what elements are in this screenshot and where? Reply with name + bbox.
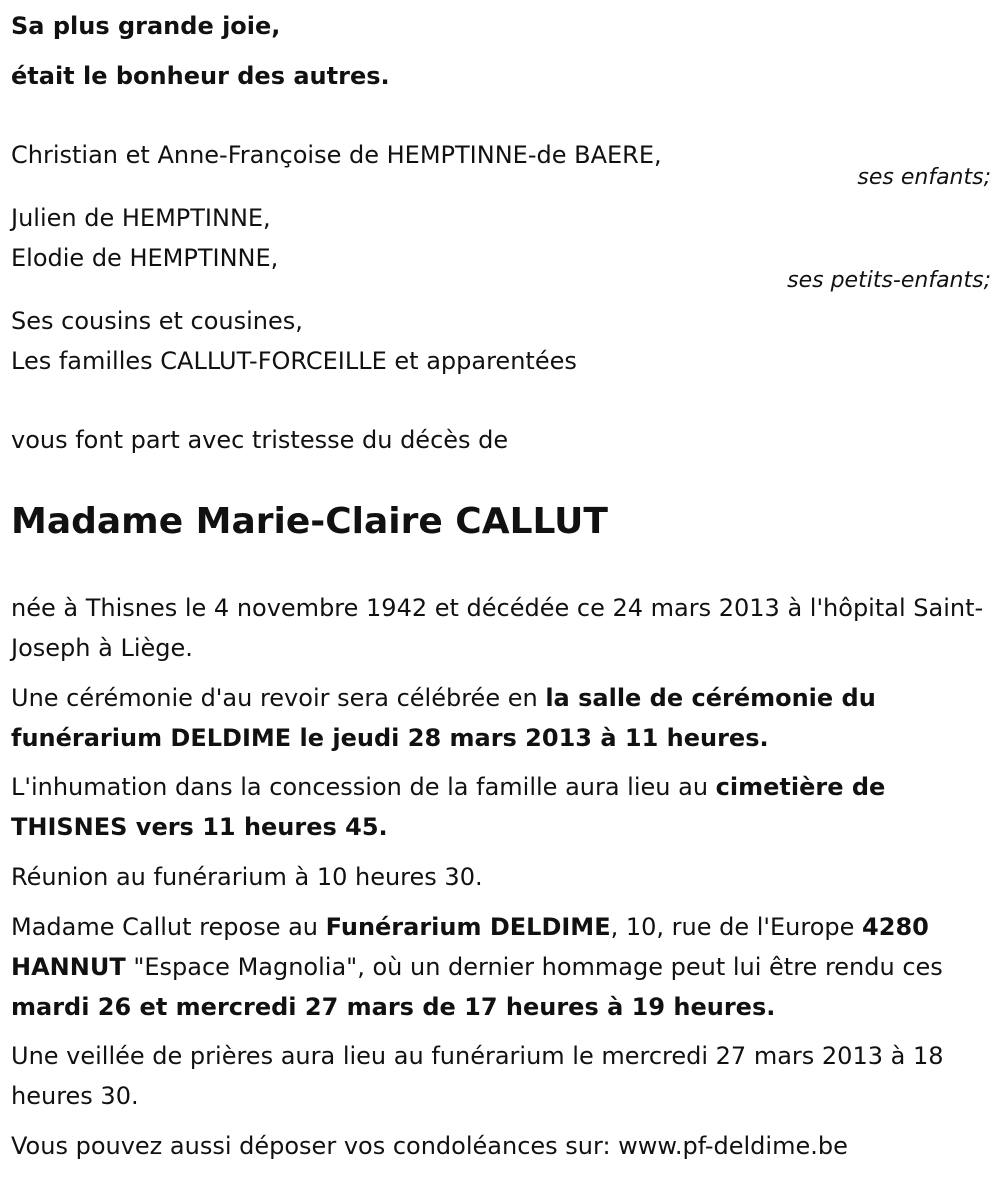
children-names: Christian et Anne-Françoise de HEMPTINNE-de BAERE, (11, 141, 662, 169)
visiting-hours: mardi 26 et mercredi 27 mars de 17 heures à 19 heures. (11, 993, 776, 1021)
burial-text: L'inhumation dans la concession de la famille aura lieu au (11, 773, 716, 801)
families-line: Les familles CALLUT-FORCEILLE et apparentées (11, 347, 577, 375)
children-role: ses enfants; (857, 165, 991, 190)
motto-line-2: était le bonheur des autres. (11, 62, 390, 90)
repose-text-1: Madame Callut repose au (11, 913, 326, 941)
vigil-paragraph: Une veillée de prières aura lieu au funérarium le mercredi 27 mars 2013 à 18 heures 30. (11, 1042, 944, 1110)
burial-paragraph (11, 767, 996, 847)
repose-text-2: "Espace Magnolia", où un dernier hommage peut lui être rendu ces (125, 953, 943, 981)
burial-location: cimetière de THISNES vers 11 heures 45. (11, 773, 886, 841)
ceremony-location: la salle de cérémonie du funérarium DELDIME le jeudi 28 mars 2013 à 11 heures. (11, 684, 876, 752)
grandchild-1: Julien de HEMPTINNE, (11, 204, 271, 232)
repose-city: 4280 HANNUT (11, 913, 929, 981)
repose-address: , 10, rue de l'Europe (610, 913, 863, 941)
grandchildren-role: ses petits-enfants; (787, 268, 991, 293)
grandchild-2: Elodie de HEMPTINNE, (11, 244, 279, 272)
deceased-name: Madame Marie-Claire CALLUT (11, 501, 608, 542)
motto-line-1: Sa plus grande joie, (11, 12, 281, 40)
birth-paragraph: née à Thisnes le 4 novembre 1942 et décédée ce 24 mars 2013 à l'hôpital Saint-Joseph à Liège. (11, 594, 984, 662)
funerarium-name: Funérarium DELDIME (325, 913, 611, 941)
announcement-line: vous font part avec tristesse du décès de (11, 426, 509, 454)
cousins-line: Ses cousins et cousines, (11, 307, 303, 335)
meeting-paragraph: Réunion au funérarium à 10 heures 30. (11, 863, 483, 891)
condolences-paragraph: Vous pouvez aussi déposer vos condoléances sur: www.pf-deldime.be (11, 1132, 848, 1160)
repose-paragraph (11, 907, 996, 1027)
ceremony-text: Une cérémonie d'au revoir sera célébrée en (11, 684, 546, 712)
ceremony-paragraph (11, 678, 996, 758)
